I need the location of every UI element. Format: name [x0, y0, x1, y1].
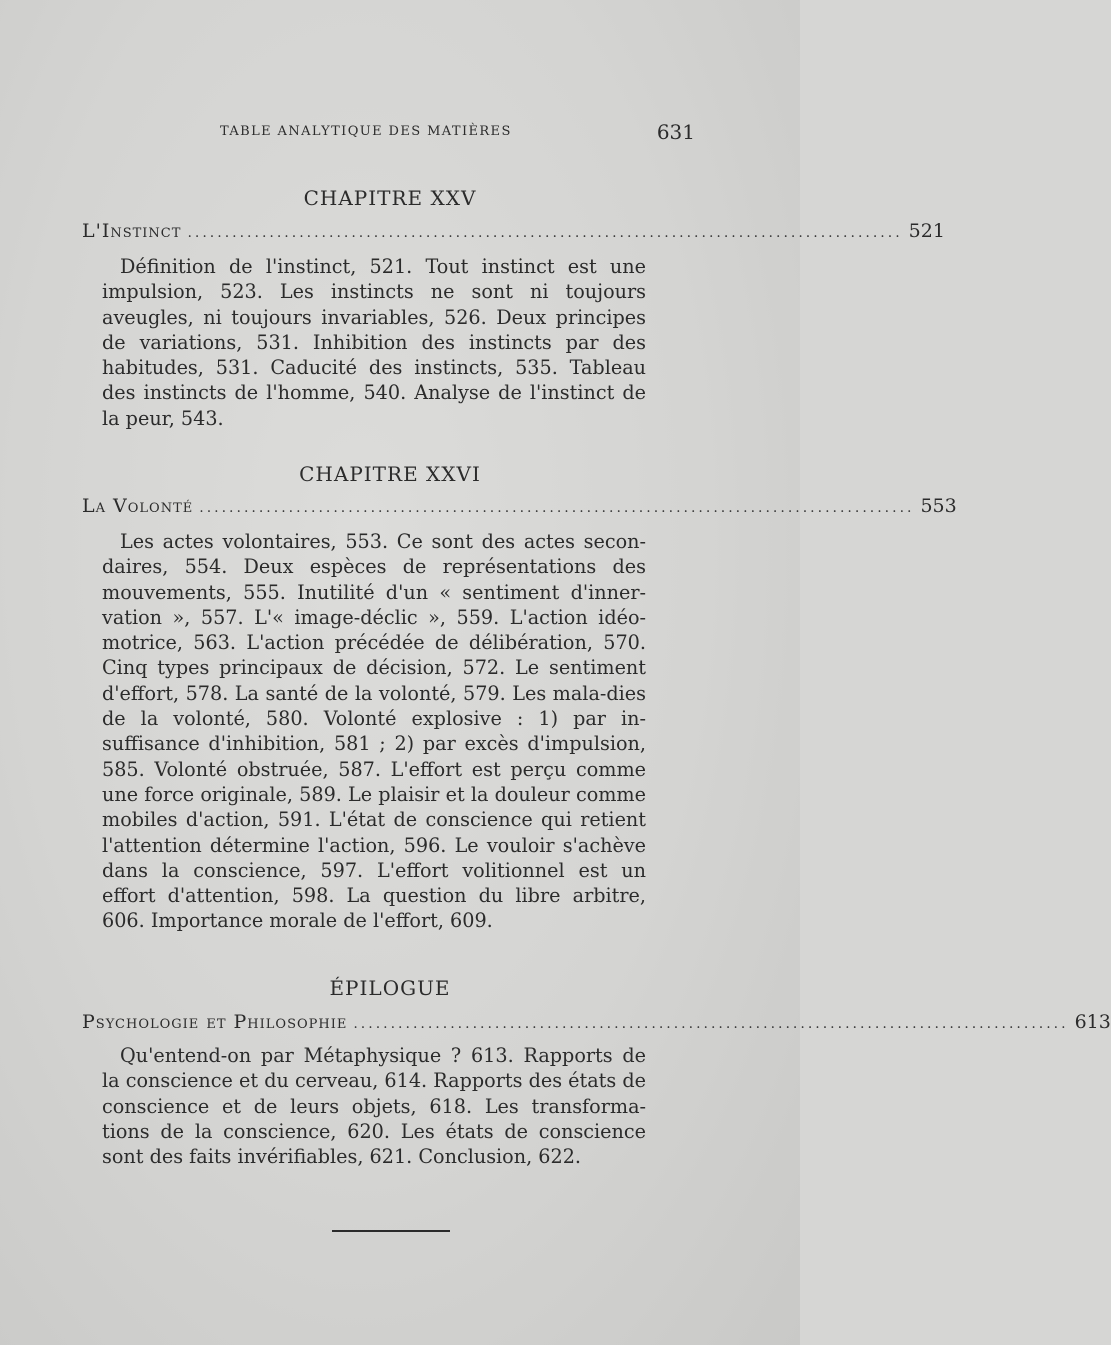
chapter-heading: CHAPITRE XXVI [299, 462, 481, 486]
toc-entry-title: Psychologie et Philosophie [82, 1011, 348, 1033]
closing-rule [332, 1230, 450, 1232]
toc-entry-page: 521 [908, 220, 945, 242]
toc-entry-title: La Volonté [82, 495, 194, 517]
running-title: TABLE ANALYTIQUE DES MATIÈRES [220, 124, 512, 139]
chapter-heading: CHAPITRE XXV [303, 186, 477, 210]
dot-leader: ................................................................................................ [353, 1016, 1069, 1032]
chapter-summary: Définition de l'instinct, 521. Tout instinct est une impulsion, 523. Les instincts ne sont ni toujours aveugles, ni toujours invariables, 526. Deux principes de variations, 531. Inhibition des instincts par des habitudes, 531. Caducité des instincts, 535. Tableau des instincts de l'homme, 540. Analyse de l'instinct de la peur, 543. [102, 255, 646, 430]
page-number: 631 [656, 120, 695, 144]
toc-entry-page: 553 [920, 495, 957, 517]
chapter-summary: Qu'entend-on par Métaphysique ? 613. Rapports de la conscience et du cerveau, 614. Rapports des états de conscience et de leurs objets, 618. Les transforma-tions de la conscience, 620. Les états de conscience sont des faits invérifiables, 621. Conclusion, 622. [102, 1044, 646, 1169]
toc-entry-title: L'Instinct [82, 220, 182, 242]
toc-entry [82, 495, 957, 521]
dot-leader: ................................................................................................ [199, 500, 915, 516]
chapter-summary: Les actes volontaires, 553. Ce sont des actes secon-daires, 554. Deux espèces de représentations des mouvements, 555. Inutilité d'un « sentiment d'inner-vation », 557. L'« image-déclic », 559. L'action idéo-motrice, 563. L'action précédée de délibération, 570. Cinq types principaux de décision, 572. Le sentiment d'effort, 578. La santé de la volonté, 579. Les mala-dies de la volonté, 580. Volonté explosive : 1) par in-suffisance d'inhibition, 581 ; 2) par excès d'impulsion, 585. Volonté obstruée, 587. L'effort est perçu comme une force originale, 589. Le plaisir et la douleur comme mobiles d'action, 591. L'état de conscience qui retient l'attention détermine l'action, 596. Le vouloir s'achève dans la conscience, 597. L'effort volitionnel est un effort d'attention, 598. La question du libre arbitre, 606. Importance morale de l'effort, 609. [102, 530, 646, 933]
toc-entry [82, 220, 945, 246]
chapter-heading: ÉPILOGUE [329, 976, 451, 1000]
running-head [220, 120, 695, 144]
toc-entry [82, 1011, 1111, 1037]
toc-entry-page: 613 [1074, 1011, 1111, 1033]
dot-leader: ................................................................................................ [187, 225, 903, 241]
